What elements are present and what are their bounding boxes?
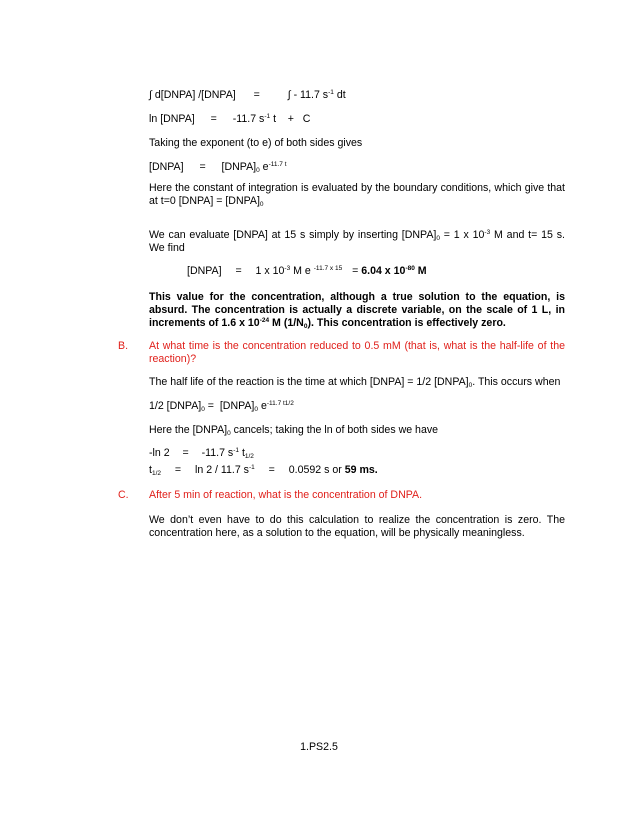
integral-rhs-tail: dt (336, 89, 346, 101)
integral-lhs: d[DNPA] /[DNPA] (154, 89, 236, 101)
boundary-text: Here the constant of integration is evaluated by the boundary conditions, which give that at t=0 [DNPA] = [DNPA] (149, 182, 565, 207)
integral-equation (149, 89, 346, 102)
dnpa-exp: -11.7 t (268, 161, 287, 168)
dnpa-e: e (262, 161, 269, 173)
question-b: At what time is the concentration reduced to 0.5 mM (that is, what is the half-life of the reaction)? (149, 340, 565, 365)
ln2-t: t (239, 447, 245, 459)
integral-rhs: - 11.7 s (293, 89, 329, 101)
absurd-p3: ). This concentration is effectively zero. (307, 317, 506, 329)
integral-rhs-exp: -1 (328, 89, 334, 96)
t-half-rhs: ln 2 / 11.7 s (195, 464, 249, 476)
t-half-bold: 59 ms. (344, 464, 378, 476)
ln-eq: = (210, 113, 217, 125)
ln2-eq: = (182, 447, 189, 459)
half-life-sub: 0 (468, 382, 473, 389)
integral-eq: = (253, 89, 260, 101)
result-mid2: M e (293, 265, 311, 277)
evaluate-p3: M and t= 15 s. We find (149, 229, 565, 254)
dnpa-eq: = (199, 161, 206, 173)
half-sub: 0 (201, 406, 205, 413)
exponent-text: Taking the exponent (to e) of both sides gives (149, 137, 363, 149)
half-e: e (258, 400, 267, 412)
t-half-sub: 1/2 (151, 470, 161, 477)
absurd-sub: 0 (303, 323, 308, 330)
result-mid: 1 x 10 (255, 265, 285, 277)
half-lhs: 1/2 [DNPA] (149, 400, 202, 412)
absurd-paragraph (149, 291, 565, 330)
dnpa-rhs: [DNPA] (221, 161, 257, 173)
dnpa-sub: 0 (256, 167, 260, 174)
absurd-p2: M (1/N (269, 317, 304, 329)
half-sub2: 0 (254, 406, 259, 413)
result-lhs: [DNPA] (187, 265, 222, 277)
ln-equation (149, 113, 310, 126)
evaluate-sub: 0 (436, 235, 440, 242)
question-c: After 5 min of reaction, what is the concentration of DNPA. (149, 489, 423, 501)
ln-rhs: -11.7 s (232, 113, 265, 125)
half-exp: -11.7 t1/2 (266, 400, 294, 407)
result-equation (187, 265, 427, 278)
t-half-val: 0.0592 s or (288, 464, 345, 476)
result-answer: 6.04 x $10^{-80}$ M (361, 265, 427, 277)
cancels-paragraph (149, 424, 438, 437)
result-eq: = (235, 265, 242, 277)
integral-sign-2: ∫ (287, 89, 291, 101)
t-half-exp: -1 (248, 464, 255, 471)
ln-lhs: ln [DNPA] (149, 113, 195, 125)
evaluate-paragraph (149, 229, 565, 255)
ln2-equation (149, 447, 254, 460)
result-eq2: = (352, 265, 359, 277)
ln-tail: t + C (273, 113, 311, 125)
half-life-p2: . This occurs when (472, 376, 561, 388)
dnpa-lhs: [DNPA] (149, 161, 184, 173)
half-life-p1: The half life of the reaction is the time at which [DNPA] = 1/2 [DNPA] (149, 376, 469, 388)
question-c-letter: C. (118, 489, 129, 501)
result-mid-exp: -3 (284, 265, 291, 272)
t-half-eq2: = (268, 464, 275, 476)
boundary-sub: 0 (259, 201, 264, 208)
t-half-equation (149, 464, 378, 477)
boundary-paragraph (149, 182, 565, 208)
absurd-exp: -24 (259, 317, 270, 324)
evaluate-exp: -3 (484, 229, 491, 236)
cancels-sub: 0 (227, 430, 231, 437)
dnpa-equation (149, 161, 287, 174)
t-half-eq: = (174, 464, 182, 476)
half-eq: = [DNPA] (204, 400, 255, 412)
cancels-p2: cancels; taking the ln of both sides we have (230, 424, 439, 436)
absurd-p1: This value for the concentration, although a true solution to the equation, is absurd. The concentration is actually a discrete variable, on the scale of 1 L, in increments of 1.6 x 10 (149, 291, 565, 329)
result-e-exp: -11.7 x 15 (313, 265, 343, 272)
ln-exp: -1 (264, 113, 271, 120)
half-equation (149, 400, 294, 413)
half-life-paragraph (149, 376, 560, 389)
question-b-letter: B. (118, 340, 129, 352)
ln2-exp: -1 (233, 447, 239, 454)
integral-sign: ∫ (149, 89, 152, 101)
ln2-lhs: -ln 2 (149, 447, 170, 459)
page-footer: 1.PS2.5 (300, 741, 338, 753)
t-half-t: t (149, 464, 152, 476)
ln2-rhs: -11.7 s (201, 447, 234, 459)
cancels-p1: Here the [DNPA] (149, 424, 228, 436)
evaluate-p2: = 1 x 10 (439, 229, 485, 241)
evaluate-p1: We can evaluate [DNPA] at 15 s simply by inserting [DNPA] (149, 229, 437, 241)
conclusion-paragraph: We don’t even have to do this calculation to realize the concentration is zero. The concentration here, as a solution to the equation, will be physically meaningless. (149, 514, 565, 539)
ln2-sub: 1/2 (244, 453, 254, 460)
